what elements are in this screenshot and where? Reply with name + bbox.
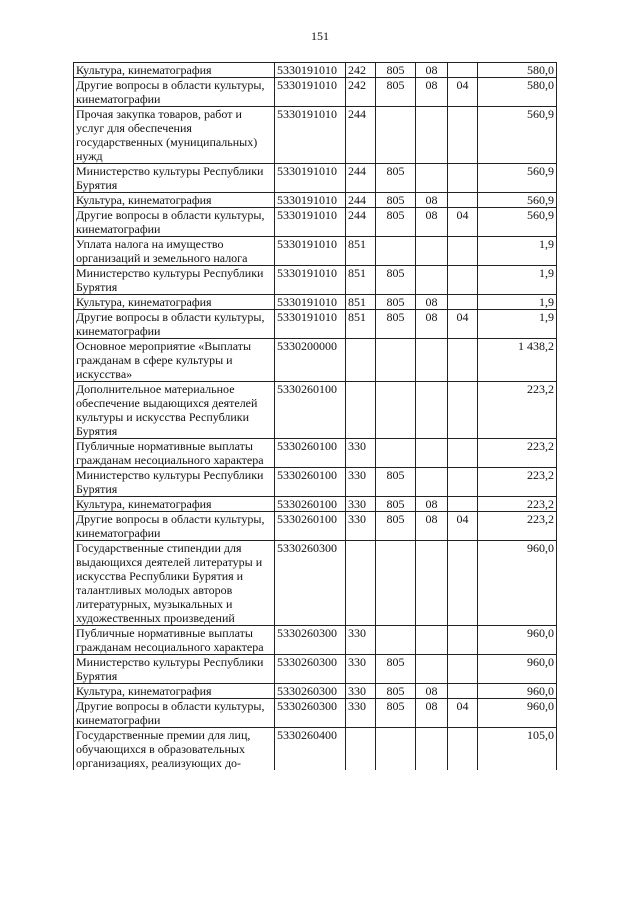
table-row [74, 237, 557, 266]
target-article-cell: 5330191010 [275, 237, 346, 266]
expense-type-cell: 244 [346, 193, 376, 208]
target-article-cell: 5330260100 [275, 497, 346, 512]
section-code-cell: 08 [416, 78, 448, 107]
expense-type-cell: 851 [346, 295, 376, 310]
subsection-code-cell: 04 [448, 78, 478, 107]
amount-cell: 223,2 [478, 497, 557, 512]
section-code-cell: 08 [416, 497, 448, 512]
amount-cell: 223,2 [478, 468, 557, 497]
row-name-cell: Публичные нормативные выплаты гражданам несоциального характера [74, 439, 275, 468]
table-row [74, 295, 557, 310]
subsection-code-cell: 04 [448, 310, 478, 339]
section-code-cell [416, 468, 448, 497]
amount-cell: 560,9 [478, 164, 557, 193]
target-article-cell: 5330191010 [275, 107, 346, 164]
subsection-code-cell [448, 468, 478, 497]
ministry-code-cell: 805 [376, 699, 416, 728]
ministry-code-cell: 805 [376, 208, 416, 237]
subsection-code-cell [448, 164, 478, 193]
table-row [74, 699, 557, 728]
target-article-cell: 5330191010 [275, 164, 346, 193]
row-name-cell: Прочая закупка товаров, работ и услуг для обеспечения государственных (муниципальных) нужд [74, 107, 275, 164]
section-code-cell: 08 [416, 684, 448, 699]
amount-cell: 1,9 [478, 237, 557, 266]
ministry-code-cell [376, 541, 416, 626]
amount-cell: 560,9 [478, 208, 557, 237]
subsection-code-cell [448, 193, 478, 208]
ministry-code-cell [376, 107, 416, 164]
expense-type-cell: 851 [346, 237, 376, 266]
row-name-cell: Культура, кинематография [74, 684, 275, 699]
target-article-cell: 5330260400 [275, 728, 346, 771]
row-name-cell: Другие вопросы в области культуры, кинематографии [74, 208, 275, 237]
amount-cell: 960,0 [478, 541, 557, 626]
target-article-cell: 5330260300 [275, 626, 346, 655]
section-code-cell: 08 [416, 295, 448, 310]
row-name-cell: Культура, кинематография [74, 193, 275, 208]
expense-type-cell: 242 [346, 78, 376, 107]
section-code-cell: 08 [416, 512, 448, 541]
section-code-cell: 08 [416, 699, 448, 728]
table-row [74, 78, 557, 107]
ministry-code-cell: 805 [376, 63, 416, 78]
ministry-code-cell: 805 [376, 266, 416, 295]
amount-cell: 960,0 [478, 684, 557, 699]
section-code-cell: 08 [416, 63, 448, 78]
target-article-cell: 5330260100 [275, 512, 346, 541]
amount-cell: 1 438,2 [478, 339, 557, 382]
section-code-cell [416, 339, 448, 382]
ministry-code-cell: 805 [376, 310, 416, 339]
expense-type-cell [346, 728, 376, 771]
ministry-code-cell: 805 [376, 684, 416, 699]
table-row [74, 439, 557, 468]
amount-cell: 105,0 [478, 728, 557, 771]
subsection-code-cell: 04 [448, 208, 478, 237]
section-code-cell: 08 [416, 310, 448, 339]
target-article-cell: 5330200000 [275, 339, 346, 382]
expense-type-cell: 330 [346, 439, 376, 468]
subsection-code-cell [448, 237, 478, 266]
expense-type-cell: 330 [346, 497, 376, 512]
table-row [74, 339, 557, 382]
subsection-code-cell [448, 626, 478, 655]
row-name-cell: Публичные нормативные выплаты гражданам несоциального характера [74, 626, 275, 655]
ministry-code-cell: 805 [376, 295, 416, 310]
amount-cell: 1,9 [478, 295, 557, 310]
row-name-cell: Министерство культуры Республики Бурятия [74, 164, 275, 193]
section-code-cell [416, 164, 448, 193]
ministry-code-cell [376, 382, 416, 439]
expense-type-cell: 242 [346, 63, 376, 78]
row-name-cell: Другие вопросы в области культуры, кинематографии [74, 78, 275, 107]
expense-type-cell: 330 [346, 468, 376, 497]
target-article-cell: 5330191010 [275, 78, 346, 107]
amount-cell: 223,2 [478, 439, 557, 468]
expense-type-cell [346, 541, 376, 626]
subsection-code-cell: 04 [448, 699, 478, 728]
amount-cell: 960,0 [478, 699, 557, 728]
ministry-code-cell: 805 [376, 468, 416, 497]
row-name-cell: Министерство культуры Республики Бурятия [74, 468, 275, 497]
row-name-cell: Другие вопросы в области культуры, кинематографии [74, 699, 275, 728]
section-code-cell [416, 728, 448, 771]
subsection-code-cell [448, 497, 478, 512]
section-code-cell: 08 [416, 193, 448, 208]
section-code-cell [416, 439, 448, 468]
target-article-cell: 5330191010 [275, 295, 346, 310]
target-article-cell: 5330191010 [275, 208, 346, 237]
table-row [74, 107, 557, 164]
amount-cell: 580,0 [478, 78, 557, 107]
subsection-code-cell [448, 107, 478, 164]
row-name-cell: Культура, кинематография [74, 497, 275, 512]
target-article-cell: 5330260300 [275, 541, 346, 626]
table-row [74, 310, 557, 339]
amount-cell: 960,0 [478, 655, 557, 684]
ministry-code-cell [376, 439, 416, 468]
row-name-cell: Основное мероприятие «Выплаты гражданам в сфере культуры и искусства» [74, 339, 275, 382]
table-row [74, 541, 557, 626]
target-article-cell: 5330191010 [275, 63, 346, 78]
target-article-cell: 5330260100 [275, 468, 346, 497]
row-name-cell: Культура, кинематография [74, 295, 275, 310]
ministry-code-cell: 805 [376, 497, 416, 512]
expense-type-cell: 244 [346, 164, 376, 193]
ministry-code-cell: 805 [376, 512, 416, 541]
subsection-code-cell [448, 439, 478, 468]
subsection-code-cell [448, 295, 478, 310]
target-article-cell: 5330191010 [275, 266, 346, 295]
row-name-cell: Уплата налога на имущество организаций и земельного налога [74, 237, 275, 266]
target-article-cell: 5330191010 [275, 310, 346, 339]
ministry-code-cell: 805 [376, 78, 416, 107]
row-name-cell: Культура, кинематография [74, 63, 275, 78]
target-article-cell: 5330260100 [275, 382, 346, 439]
row-name-cell: Министерство культуры Республики Бурятия [74, 655, 275, 684]
expense-type-cell: 330 [346, 699, 376, 728]
section-code-cell [416, 237, 448, 266]
table-body [74, 63, 557, 771]
expense-type-cell: 851 [346, 310, 376, 339]
subsection-code-cell [448, 339, 478, 382]
amount-cell: 560,9 [478, 107, 557, 164]
table-row [74, 208, 557, 237]
section-code-cell [416, 382, 448, 439]
amount-cell: 580,0 [478, 63, 557, 78]
page-number: 151 [311, 29, 329, 43]
section-code-cell [416, 541, 448, 626]
amount-cell: 223,2 [478, 382, 557, 439]
amount-cell: 960,0 [478, 626, 557, 655]
expense-type-cell [346, 339, 376, 382]
subsection-code-cell [448, 382, 478, 439]
table-row [74, 63, 557, 78]
subsection-code-cell [448, 63, 478, 78]
expense-type-cell: 851 [346, 266, 376, 295]
row-name-cell: Дополнительное материальное обеспечение выдающихся деятелей культуры и искусства Республики Бурятия [74, 382, 275, 439]
subsection-code-cell [448, 684, 478, 699]
expense-type-cell: 330 [346, 684, 376, 699]
table-row [74, 497, 557, 512]
ministry-code-cell: 805 [376, 164, 416, 193]
table-row [74, 655, 557, 684]
target-article-cell: 5330191010 [275, 193, 346, 208]
table-row [74, 512, 557, 541]
target-article-cell: 5330260300 [275, 684, 346, 699]
row-name-cell: Министерство культуры Республики Бурятия [74, 266, 275, 295]
table-row [74, 728, 557, 771]
subsection-code-cell [448, 655, 478, 684]
table-row [74, 164, 557, 193]
row-name-cell: Другие вопросы в области культуры, кинематографии [74, 512, 275, 541]
ministry-code-cell [376, 626, 416, 655]
row-name-cell: Другие вопросы в области культуры, кинематографии [74, 310, 275, 339]
table-row [74, 266, 557, 295]
subsection-code-cell [448, 266, 478, 295]
table-row [74, 626, 557, 655]
table-row [74, 684, 557, 699]
amount-cell: 223,2 [478, 512, 557, 541]
section-code-cell [416, 626, 448, 655]
target-article-cell: 5330260300 [275, 655, 346, 684]
subsection-code-cell [448, 728, 478, 771]
amount-cell: 1,9 [478, 310, 557, 339]
budget-table [73, 62, 557, 770]
target-article-cell: 5330260100 [275, 439, 346, 468]
ministry-code-cell [376, 339, 416, 382]
expense-type-cell: 330 [346, 626, 376, 655]
table-row [74, 468, 557, 497]
amount-cell: 1,9 [478, 266, 557, 295]
subsection-code-cell [448, 541, 478, 626]
expense-type-cell: 330 [346, 655, 376, 684]
ministry-code-cell [376, 728, 416, 771]
expense-type-cell [346, 382, 376, 439]
table-row [74, 382, 557, 439]
subsection-code-cell: 04 [448, 512, 478, 541]
ministry-code-cell: 805 [376, 193, 416, 208]
section-code-cell [416, 107, 448, 164]
target-article-cell: 5330260300 [275, 699, 346, 728]
ministry-code-cell: 805 [376, 655, 416, 684]
expense-type-cell: 330 [346, 512, 376, 541]
expense-type-cell: 244 [346, 107, 376, 164]
section-code-cell: 08 [416, 208, 448, 237]
expense-type-cell: 244 [346, 208, 376, 237]
row-name-cell: Государственные премии для лиц, обучающихся в образовательных организациях, реализующих до- [74, 728, 275, 771]
row-name-cell: Государственные стипендии для выдающихся деятелей литературы и искусства Республики Бурятия и талантливых молодых авторов литературных, музыкальных и художественных произведений [74, 541, 275, 626]
amount-cell: 560,9 [478, 193, 557, 208]
ministry-code-cell [376, 237, 416, 266]
table-row [74, 193, 557, 208]
section-code-cell [416, 655, 448, 684]
section-code-cell [416, 266, 448, 295]
